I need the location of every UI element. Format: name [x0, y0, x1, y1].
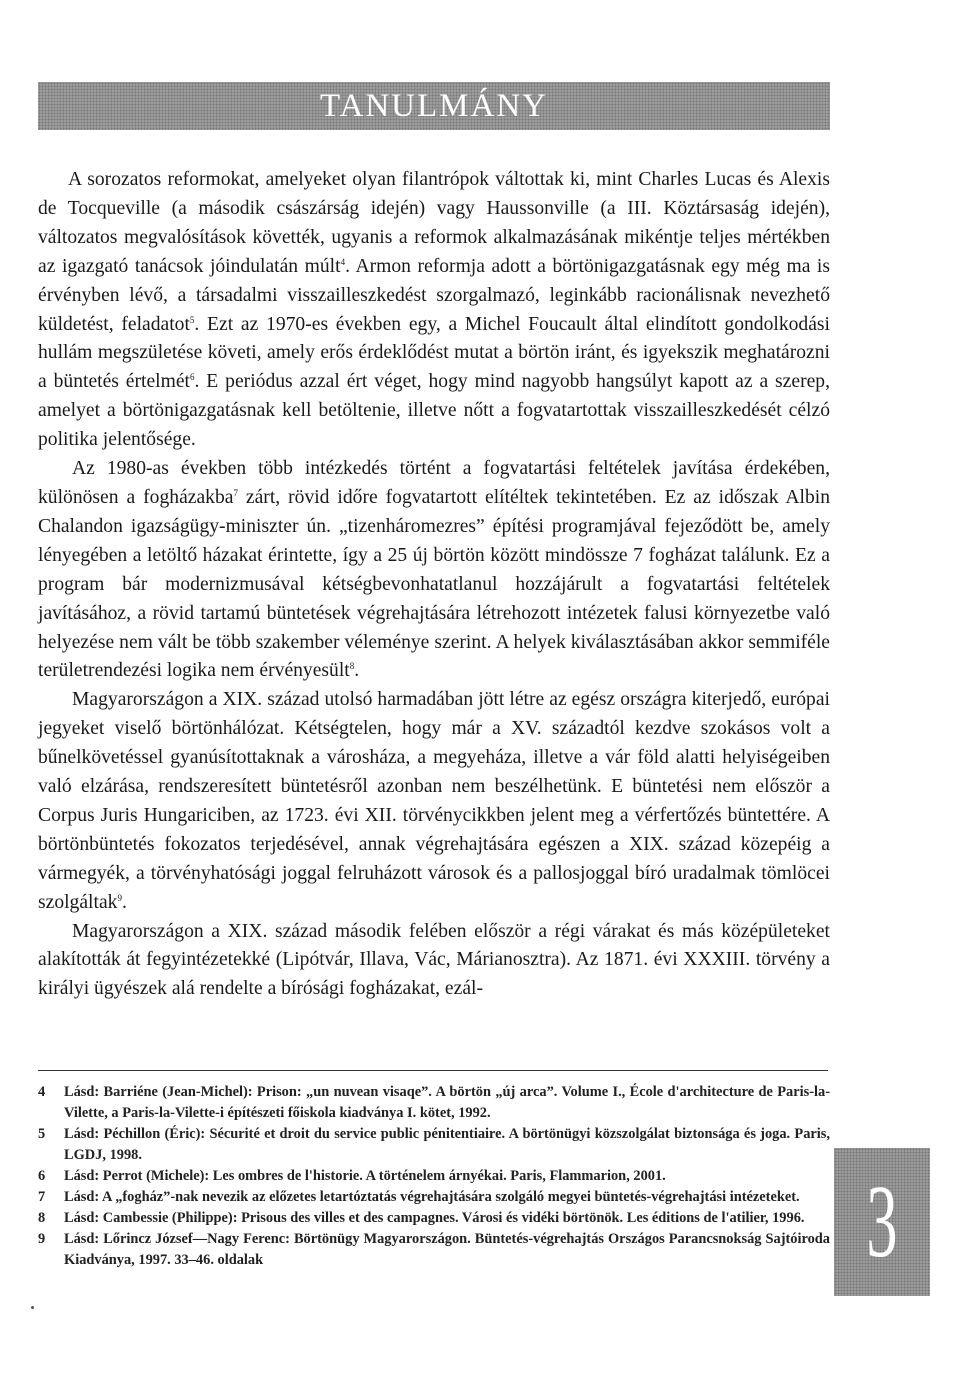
paragraph-text: . E periódus azzal ért véget, hogy mind nagyobb hangsúlyt kapott az a szerep, amelyet a börtönigazgatásnak kell betöltenie, illetve nőtt a fogvatartottak visszailleszkedését célzó politika jelentősége. — [38, 371, 830, 451]
footnote-number: 9 — [38, 1231, 46, 1247]
footnote-item — [38, 1166, 830, 1187]
page-number: 3 — [866, 1164, 898, 1279]
footnote-number: 8 — [38, 1210, 46, 1226]
paragraph-text: Magyarországon a XIX. század második felében először a régi várakat és más középületeket alakították át fegyintézetekké (Lipótvár, Illava, Vác, Márianosztra). Az 1871. évi XXXIII. törvény a királyi ügyészek alá rendelte a bírósági fogházakat, ezál- — [38, 920, 830, 1000]
footnote-text: Lásd: Barriéne (Jean-Michel): Prison: „un nuvean visaqe”. A börtön „új arca”. Volume I., École d'architecture de Paris-la-Vilette, a Paris-la-Vilette-i építészeti főiskola kiadványa I. kötet, 1992. — [64, 1084, 830, 1121]
footnote-reference: 6 — [190, 372, 195, 383]
footnote-reference: 9 — [117, 892, 122, 903]
footnote-reference: 8 — [349, 661, 355, 672]
paragraph-text: A sorozatos reformokat, amelyeket olyan filantrópok váltottak ki, mint Charles Lucas és Alexis de Tocqueville (a második császárság idején) vagy Haussonville (a III. Köztársaság idején), változatos megvalósítások követték, ugyanis a reformok alkalmazásának mikéntje teljes mértékben az igazgató tanácsok jóindulatán múlt — [38, 169, 830, 277]
footnote-text: Lásd: Lőrincz József—Nagy Ferenc: Börtönügy Magyarországon. Büntetés-végrehajtás Országos Parancsnokság Sajtóiroda Kiadványa, 1997. 33–46. oldalak — [64, 1231, 830, 1268]
paragraph-text: . Ezt az 1970-es években egy, a Michel Foucault által elindított gondolkodási hullám megszületése követi, amely erős érdeklődést mutat a börtön iránt, és igyekszik meghatározni a büntetés értelmét — [38, 313, 830, 393]
body-paragraph — [38, 686, 830, 917]
footnote-item — [38, 1187, 830, 1208]
footnote-number: 4 — [38, 1084, 46, 1100]
footnote-text: Lásd: A „fogház”-nak nevezik az előzetes letartóztatás végrehajtására szolgáló megyei büntetés-végrehajtási intézeteket. — [64, 1189, 800, 1205]
footnote-divider — [38, 1070, 828, 1071]
footnote-number: 5 — [38, 1126, 46, 1142]
footnote-number: 6 — [38, 1168, 46, 1184]
footnote-text: Lásd: Cambessie (Philippe): Prisous des villes et des campagnes. Városi és vidéki börtönök. Les éditions de l'atilier, 1996. — [64, 1210, 805, 1226]
body-paragraph — [38, 455, 830, 686]
page-number-tab — [834, 1148, 930, 1296]
body-paragraph — [38, 918, 830, 1005]
footnote-text: Lásd: Péchillon (Éric): Sécurité et droit du service public pénitentiaire. A börtönügyi közszolgálat biztonsága és joga. Paris, LGDJ, 1998. — [64, 1126, 830, 1163]
footnote-reference: 5 — [189, 314, 195, 325]
article-body — [38, 166, 830, 1004]
paragraph-text: Az 1980-as években több intézkedés történt a fogvatartási feltételek javítása érdekében, különösen a fogházakba — [38, 458, 830, 508]
footnote-number: 7 — [38, 1189, 46, 1205]
footnote-item — [38, 1229, 830, 1271]
section-title: TANULMÁNY — [319, 87, 548, 124]
paragraph-text: . — [121, 891, 127, 913]
paragraph-text: . Armon reformja adott a börtönigazgatásnak egy még ma is érvényben lévő, a társadalmi visszailleszkedést szorgalmazó, leginkább racionálisnak nevezhető küldetést, feladatot — [38, 255, 831, 335]
print-speck — [31, 1306, 34, 1309]
footnote-text: Lásd: Perrot (Michele): Les ombres de l'historie. A történelem árnyékai. Paris, Flammarion, 2001. — [64, 1168, 666, 1184]
footnotes — [38, 1082, 830, 1271]
body-paragraph — [38, 166, 830, 455]
footnote-item — [38, 1208, 830, 1229]
footnote-reference: 4 — [340, 256, 346, 267]
footnote-item — [38, 1124, 830, 1166]
section-header-banner — [38, 82, 830, 130]
paragraph-text: Magyarországon a XIX. század utolsó harmadában jött létre az egész országra kiterjedő, európai jegyeket viselő börtönhálózat. Kétségtelen, hogy már a XV. századtól kezdve szokásos volt a bűnelkövetéssel gyanúsítottaknak a városháza, a megyeháza, illetve a vár föld alatti helyiségeiben való elzárása, rendszeresített büntetésről azonban nem beszélhetünk. E büntetési nem először a Corpus Juris Hungariciben, az 1723. évi XII. törvénycikkben jelent meg a vérfertőzés büntettére. A börtönbüntetés fokozatos terjedésével, annak végrehajtására egészen a XIX. század közepéig a vármegyék, a törvényhatósági joggal felruházott városok és a pallosjoggal bíró uradalmak tömlöcei szolgáltak — [38, 689, 830, 913]
paragraph-text: . — [354, 660, 360, 682]
paragraph-text: zárt, rövid időre fogvatartott elítéltek tekintetében. Ez az időszak Albin Chalandon igazságügy-miniszter ún. „tizenháromezres” építési programjával fejeződött be, amely lényegében a letöltő házakat érintette, így a 25 új börtön között mindössze 7 fogházat találunk. Ez a program bár modernizmusával kétségbevonhatatlanul hozzájárult a fogvatartási feltételek javításához, a rövid tartamú büntetések végrehajtására létrehozott intézetek falusi környezetbe való helyezése nem vált be több szakember véleménye szerint. A helyek kiválasztásában akkor semmiféle területrendezési logika nem érvényesült — [38, 486, 830, 682]
footnote-reference: 7 — [233, 487, 238, 498]
footnote-item — [38, 1082, 830, 1124]
